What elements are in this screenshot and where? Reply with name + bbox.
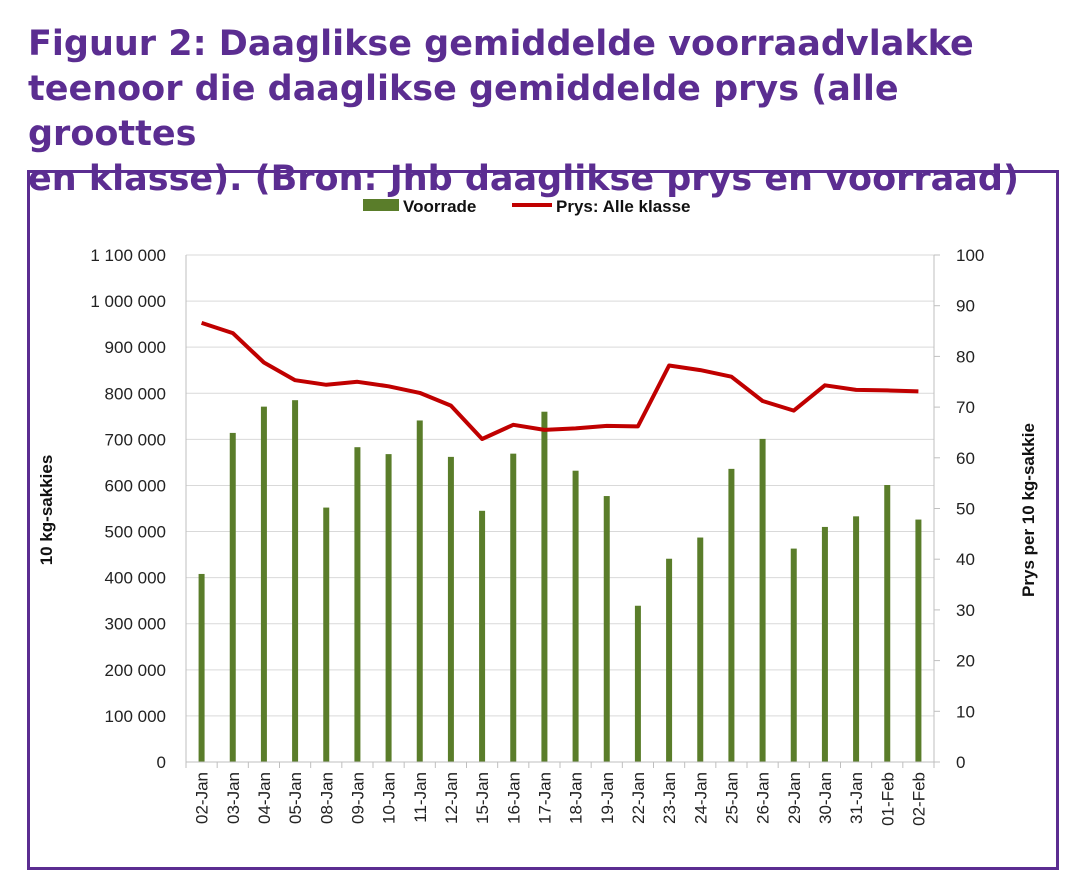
x-tick-label: 04-Jan bbox=[254, 772, 274, 824]
bar bbox=[884, 485, 890, 762]
line-prys bbox=[202, 323, 919, 439]
y2-tick-label: 50 bbox=[956, 499, 975, 519]
x-tick-label: 16-Jan bbox=[504, 772, 524, 824]
x-tick-label: 11-Jan bbox=[410, 772, 430, 823]
y2-tick-label: 100 bbox=[956, 246, 985, 265]
y-tick-label: 800 000 bbox=[104, 384, 166, 404]
y2-axis-label: Prys per 10 kg-sakkie bbox=[1019, 423, 1038, 597]
y-axis-label: 10 kg-sakkies bbox=[37, 454, 56, 566]
legend bbox=[363, 197, 691, 216]
x-tick-label: 05-Jan bbox=[286, 772, 306, 824]
bar bbox=[635, 606, 641, 762]
y2-tick-label: 90 bbox=[956, 296, 975, 316]
y-tick-label: 200 000 bbox=[104, 660, 166, 680]
y-tick-label: 400 000 bbox=[104, 568, 166, 588]
y2-tick-label: 70 bbox=[956, 398, 975, 418]
y-tick-label: 700 000 bbox=[104, 430, 166, 450]
y-tick-label: 600 000 bbox=[104, 476, 166, 496]
legend-swatch-voorrade bbox=[363, 199, 399, 211]
chart-title: Figuur 2: Daaglikse gemiddelde voorraadvlakke teenoor die daaglikse gemiddelde prys (alle groottes en klasse). (Bron: Jhb daaglikse prys en voorraad) bbox=[28, 24, 1019, 199]
bar bbox=[479, 511, 485, 762]
bar bbox=[417, 420, 423, 762]
x-tick-label: 23-Jan bbox=[660, 772, 680, 824]
y-tick-label: 1 000 000 bbox=[90, 292, 166, 312]
y-tick-label: 1 100 000 bbox=[90, 246, 166, 265]
bar bbox=[915, 520, 921, 762]
x-tick-label: 22-Jan bbox=[628, 772, 648, 824]
x-tick-label: 31-Jan bbox=[847, 772, 867, 824]
bar bbox=[728, 469, 734, 762]
y2-axis-tick-labels bbox=[956, 246, 984, 772]
bar bbox=[354, 447, 360, 762]
x-tick-label: 10-Jan bbox=[379, 772, 399, 824]
x-tick-label: 17-Jan bbox=[535, 772, 555, 824]
bar bbox=[760, 439, 766, 762]
x-tick-label: 19-Jan bbox=[597, 772, 617, 824]
y-tick-label: 300 000 bbox=[104, 614, 166, 634]
bar bbox=[666, 559, 672, 762]
bar bbox=[448, 457, 454, 762]
y2-tick-label: 20 bbox=[956, 651, 975, 671]
y2-tick-label: 10 bbox=[956, 702, 975, 722]
bar bbox=[573, 471, 579, 762]
x-tick-label: 30-Jan bbox=[815, 772, 835, 824]
x-tick-label: 08-Jan bbox=[317, 772, 337, 824]
y-tick-label: 500 000 bbox=[104, 522, 166, 542]
x-tick-label: 01-Feb bbox=[878, 772, 898, 826]
bar bbox=[697, 538, 703, 762]
x-tick-label: 25-Jan bbox=[722, 772, 742, 824]
y2-tick-label: 80 bbox=[956, 347, 975, 367]
x-tick-label: 02-Feb bbox=[909, 772, 929, 826]
y2-tick-label: 60 bbox=[956, 448, 975, 468]
x-tick-label: 29-Jan bbox=[784, 772, 804, 824]
bar bbox=[292, 400, 298, 762]
x-tick-label: 26-Jan bbox=[753, 772, 773, 824]
bar bbox=[261, 407, 267, 762]
x-tick-label: 15-Jan bbox=[473, 772, 493, 824]
y2-tick-label: 0 bbox=[956, 753, 966, 772]
x-tick-label: 02-Jan bbox=[192, 772, 212, 824]
bar bbox=[386, 454, 392, 762]
bar bbox=[791, 549, 797, 762]
bar bbox=[604, 496, 610, 762]
x-tick-label: 12-Jan bbox=[441, 772, 461, 824]
x-tick-label: 18-Jan bbox=[566, 772, 586, 824]
bar bbox=[853, 516, 859, 762]
y-tick-label: 900 000 bbox=[104, 338, 166, 358]
x-axis-tick-labels bbox=[193, 772, 929, 826]
y2-tick-label: 40 bbox=[956, 550, 975, 570]
bar bbox=[230, 433, 236, 762]
x-tick-label: 03-Jan bbox=[223, 772, 243, 824]
y-tick-label: 0 bbox=[156, 753, 166, 772]
bars-voorrade bbox=[199, 400, 922, 762]
legend-label-prys: Prys: Alle klasse bbox=[556, 197, 691, 216]
y-axis-tick-labels bbox=[90, 246, 166, 772]
bar bbox=[510, 454, 516, 762]
y-tick-label: 100 000 bbox=[104, 706, 166, 726]
x-tick-label: 24-Jan bbox=[691, 772, 711, 824]
legend-label-voorrade: Voorrade bbox=[403, 197, 477, 216]
gridlines bbox=[186, 255, 934, 716]
x-tick-label: 09-Jan bbox=[348, 772, 368, 824]
bar bbox=[199, 574, 205, 762]
bar bbox=[541, 412, 547, 762]
bar bbox=[323, 508, 329, 762]
y2-tick-label: 30 bbox=[956, 600, 975, 620]
bar bbox=[822, 527, 828, 762]
